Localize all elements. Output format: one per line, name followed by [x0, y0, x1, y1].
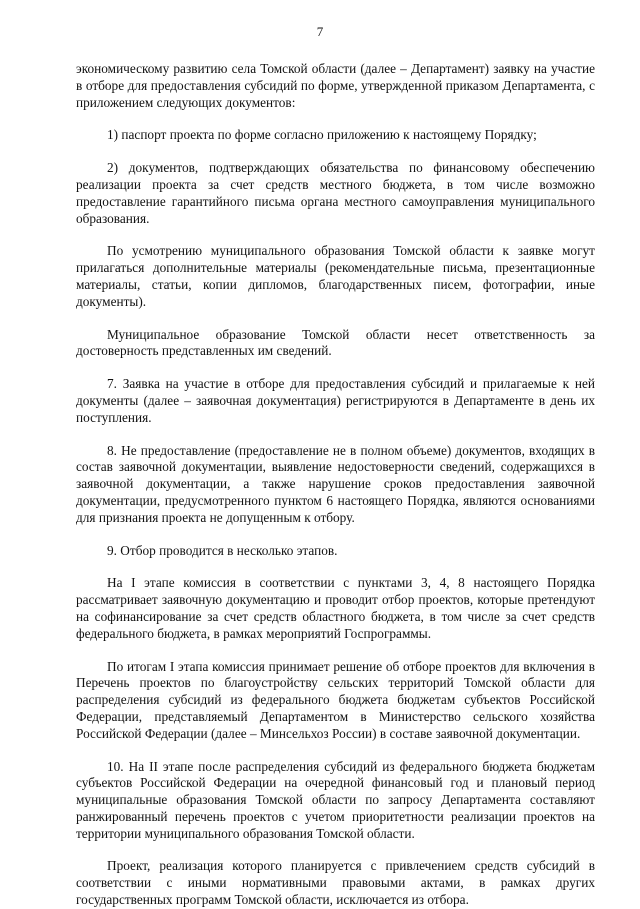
page-number: 7: [316, 24, 324, 39]
paragraph-section-10: 10. На II этапе после распределения субсидий из федерального бюджета бюджетам субъектов Российской Федерации на очередной финансовый год и плановый период муниципальные образования Томской области по запросу Департамента составляют ранжированный перечень проектов с учетом приоритетности реализации проектов на территории муниципального образования Томской области.: [76, 758, 595, 841]
paragraph-section-9: 9. Отбор проводится в несколько этапов.: [107, 542, 338, 558]
paragraph-stage-1-results: По итогам I этапа комиссия принимает решение об отборе проектов для включения в Перечень проектов по благоустройству сельских территорий Томской области для распределения субсидий из федерального бюджета бюджетам субъектов Российской Федерации, представляемый Департаментом в Министерство сельского хозяйства Российской Федерации (далее – Минсельхоз России) в составе заявочной документации.: [76, 658, 595, 741]
paragraph-section-8: 8. Не предоставление (предоставление не в полном объеме) документов, входящих в состав заявочной документации, выявление недостоверности сведений, содержащихся в заявочной документации, а также нарушение сроков предоставления заявочной документации, предусмотренного пунктом 6 настоящего Порядка, являются основаниями для признания проекта не допущенным к отбору.: [76, 442, 595, 525]
paragraph-stage-1: На I этапе комиссия в соответствии с пунктами 3, 4, 8 настоящего Порядка рассматривает заявочную документацию и проводит отбор проектов, которые претендуют на софинансирование за счет средств областного бюджета, в том числе за счет средств федерального бюджета, в рамках мероприятий Госпрограммы.: [76, 575, 595, 641]
paragraph-item-1-passport: 1) паспорт проекта по форме согласно приложению к настоящему Порядку;: [107, 127, 537, 143]
paragraph-responsibility: Муниципальное образование Томской области несет ответственность за достоверность представленных им сведений.: [76, 326, 595, 359]
paragraph-exclusion: Проект, реализация которого планируется с привлечением средств субсидий в соответствии с иными нормативными правовыми актами, в рамках других государственных программ Томской области, исключается из отбора.: [76, 858, 595, 908]
paragraph-section-7: 7. Заявка на участие в отборе для предоставления субсидий и прилагаемые к ней документы (далее – заявочная документация) регистрируются в Департаменте в день их поступления.: [76, 376, 595, 425]
paragraph-continuation: экономическому развитию села Томской области (далее – Департамент) заявку на участие в отборе для предоставления субсидий по форме, утвержденной приказом Департамента, с приложением следующих документов:: [76, 61, 595, 110]
paragraph-item-2-documents: 2) документов, подтверждающих обязательства по финансовому обеспечению реализации проекта за счет средств местного бюджета, в том числе возможно предоставление гарантийного письма органа местного самоуправления муниципального образования.: [76, 160, 595, 226]
paragraph-additional-materials: По усмотрению муниципального образования Томской области к заявке могут прилагаться дополнительные материалы (рекомендательные письма, презентационные материалы, статьи, копии дипломов, благодарственных писем, фотографии, иные документы).: [76, 243, 595, 309]
document-body: [76, 61, 595, 909]
